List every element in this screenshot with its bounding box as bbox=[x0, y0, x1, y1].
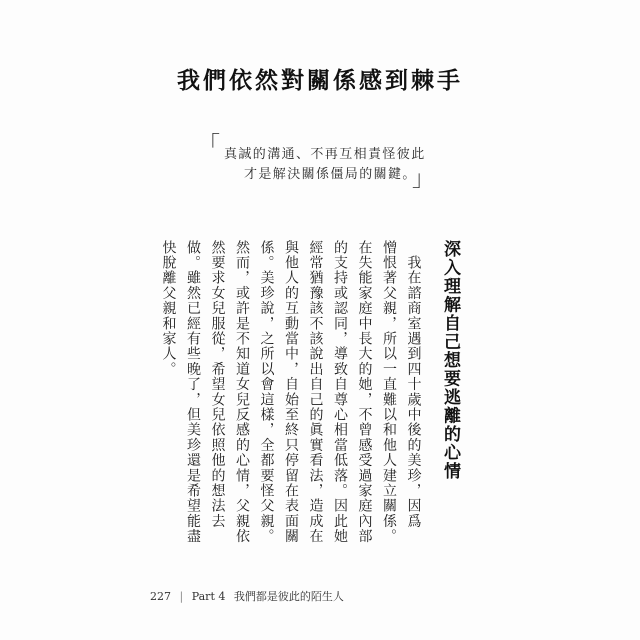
body-line-4: 的支持或認同，導致自尊心相當低落。因此她 bbox=[332, 240, 348, 544]
part-label: Part 4 bbox=[191, 590, 226, 603]
quote-line-1: 真誠的溝通、不再互相責怪彼此 bbox=[224, 147, 426, 162]
page-number: 227 bbox=[150, 590, 171, 603]
body-line-3: 在失能家庭中長大的她，不曾感受過家庭內部 bbox=[356, 240, 373, 544]
body-line-1: 我在諮商室遇到四十歲中後的美珍，因爲 bbox=[405, 240, 422, 529]
section-heading: 深入理解自己想要逃離的心情 bbox=[440, 240, 460, 481]
body-line-6: 與他人的互動當中，自始至終只停留在表面關 bbox=[283, 240, 299, 544]
body-line-9: 然要求女兒服從，希望女兒依照他的想法去 bbox=[209, 240, 226, 529]
chapter-title: 我們依然對關係感到棘手 bbox=[177, 68, 463, 94]
body-line-7: 係。美珍說，之所以會這樣，全都要怪父親。 bbox=[258, 240, 275, 544]
quote-open-mark: 「 bbox=[198, 133, 221, 158]
part-title: 我們都是彼此的陌生人 bbox=[233, 590, 344, 603]
footer-separator: | bbox=[179, 590, 184, 603]
vertical-body-text bbox=[156, 240, 462, 570]
page-footer bbox=[150, 588, 349, 604]
body-line-10: 做。雖然已經有些晚了，但美珍還是希望能盡 bbox=[185, 240, 201, 544]
body-line-5: 經常猶豫該不該說出自己的眞實看法，造成在 bbox=[307, 240, 324, 544]
quote-line-2: 才是解決關係僵局的關鍵。 bbox=[244, 167, 417, 182]
body-line-11: 快脫離父親和家人。 bbox=[160, 240, 177, 377]
body-line-8: 然而，或許是不知道女兒反感的心情，父親依 bbox=[234, 240, 250, 544]
quote-close-mark: 」 bbox=[412, 167, 435, 192]
pull-quote bbox=[192, 133, 442, 193]
body-line-2: 憎恨著父親，所以一直難以和他人建立關係。 bbox=[381, 240, 397, 544]
